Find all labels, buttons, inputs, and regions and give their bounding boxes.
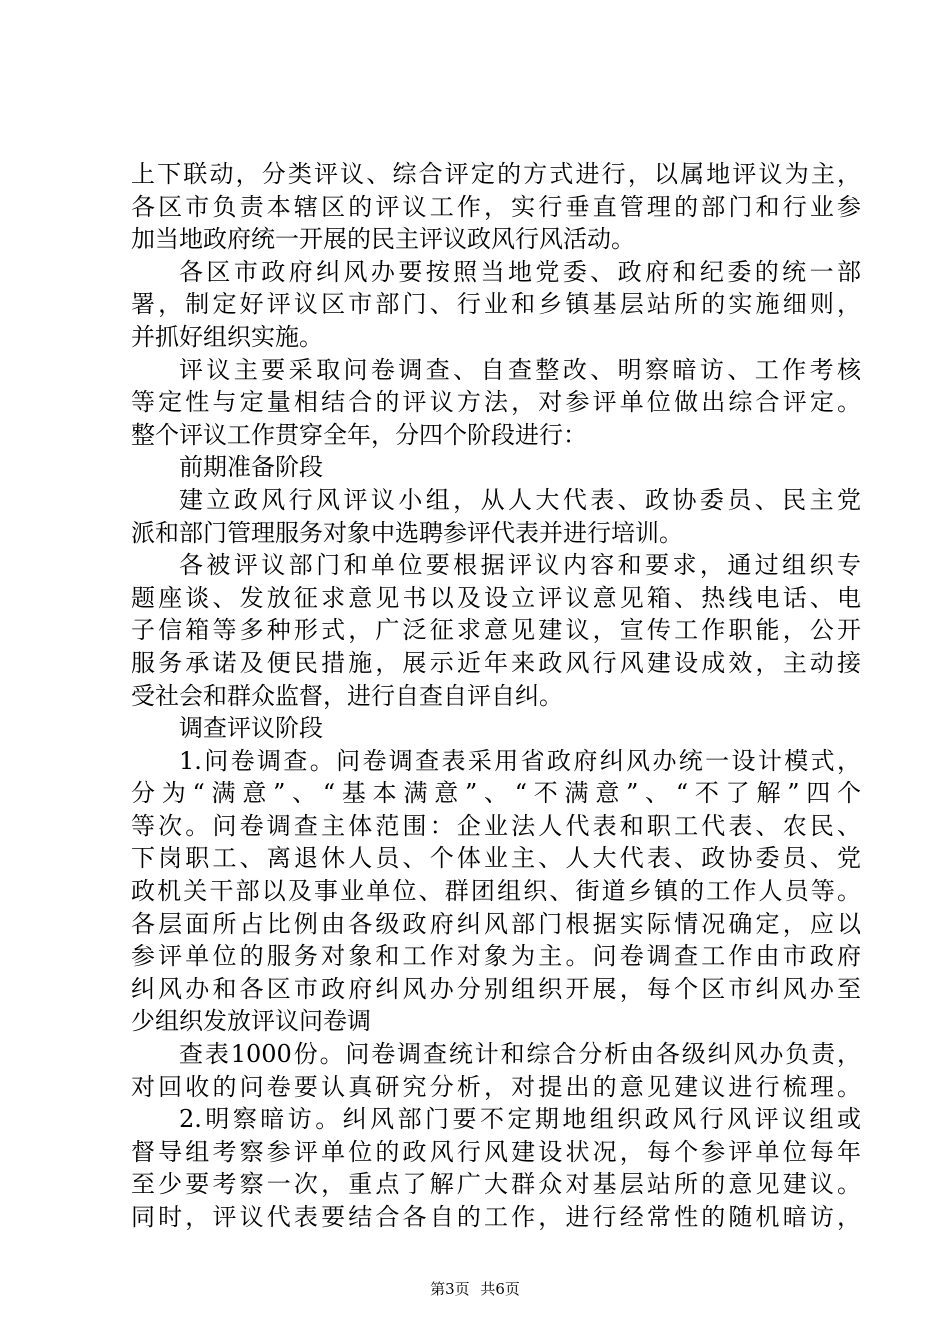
text-line: 前期准备阶段: [179, 453, 323, 482]
text-line: 上下联动，分类评议、综合评定的方式进行，以属地评议为主，: [131, 160, 861, 188]
text-line: 少组织发放评议问卷调: [131, 1007, 371, 1036]
text-line: 同时，评议代表要结合各自的工作，进行经常性的随机暗访，: [131, 1203, 861, 1231]
text-line: 对回收的问卷要认真研究分析，对提出的意见建议进行梳理。: [131, 1072, 861, 1101]
text-line: 各区市负责本辖区的评议工作，实行垂直管理的部门和行业参: [131, 192, 861, 221]
text-line: 评议主要采取问卷调查、自查整改、明察暗访、工作考核: [179, 355, 861, 384]
text-line: 等次。问卷调查主体范围：企业法人代表和职工代表、农民、: [131, 811, 861, 840]
text-line: 分为“满意”、“基本满意”、“不满意”、“不了解”四个: [131, 779, 861, 808]
text-line: 各区市政府纠风办要按照当地党委、政府和纪委的统一部: [179, 257, 861, 286]
text-line: 各被评议部门和单位要根据评议内容和要求，通过组织专: [179, 551, 861, 580]
document-body: [131, 158, 861, 1234]
text-line: 受社会和群众监督，进行自查自评自纠。: [131, 681, 563, 710]
text-line: 题座谈、发放征求意见书以及设立评议意见箱、热线电话、电: [131, 583, 861, 612]
page-total: 共6页: [480, 1280, 520, 1298]
text-line: 派和部门管理服务对象中选聘参评代表并进行培训。: [131, 518, 683, 547]
text-line: 署，制定好评议区市部门、行业和乡镇基层站所的实施细则，: [131, 290, 861, 319]
text-line: 1.问卷调查。问卷调查表采用省政府纠风办统一设计模式，: [179, 746, 861, 775]
text-line: 子信箱等多种形式，广泛征求意见建议，宣传工作职能，公开: [131, 616, 861, 645]
text-line: 参评单位的服务对象和工作对象为主。问卷调查工作由市政府: [131, 942, 861, 971]
text-line: 等定性与定量相结合的评议方法，对参评单位做出综合评定。: [131, 388, 861, 417]
text-line: 各层面所占比例由各级政府纠风部门根据实际情况确定，应以: [131, 909, 861, 938]
page-number: 第3页: [430, 1280, 470, 1298]
text-line: 加当地政府统一开展的民主评议政风行风活动。: [131, 225, 635, 254]
text-line: 2.明察暗访。纠风部门要不定期地组织政风行风评议组或: [179, 1105, 861, 1134]
text-line: 并抓好组织实施。: [131, 322, 323, 351]
text-line: 调查评议阶段: [179, 714, 323, 743]
text-line: 至少要考察一次，重点了解广大群众对基层站所的意见建议。: [131, 1170, 861, 1199]
text-line: 下岗职工、离退休人员、个体业主、人大代表、政协委员、党: [131, 844, 861, 873]
text-line: 政机关干部以及事业单位、群团组织、街道乡镇的工作人员等。: [131, 877, 861, 906]
text-line: 服务承诺及便民措施，展示近年来政风行风建设成效，主动接: [131, 648, 861, 677]
text-line: 纠风办和各区市政府纠风办分别组织开展，每个区市纠风办至: [131, 974, 861, 1003]
page-footer: [0, 1278, 950, 1299]
text-line: 查表1000份。问卷调查统计和综合分析由各级纠风办负责，: [179, 1040, 861, 1069]
text-line: 督导组考察参评单位的政风行风建设状况，每个参评单位每年: [131, 1137, 861, 1166]
text-line: 建立政风行风评议小组，从人大代表、政协委员、民主党: [179, 485, 861, 514]
text-line: 整个评议工作贯穿全年，分四个阶段进行：: [131, 420, 587, 449]
